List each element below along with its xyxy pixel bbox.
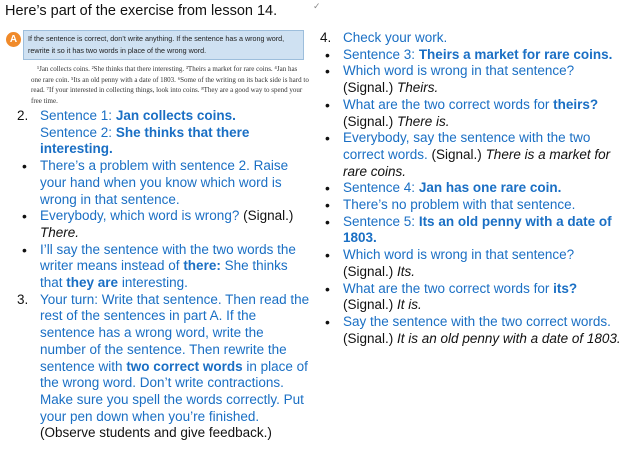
- bullet-item: • What are the two correct words for its? (Signal.) It is.: [325, 280, 578, 313]
- bullet-item: • There’s a problem with sentence 2. Raise your hand when you know which word is wrong in that sentence.: [22, 158, 289, 207]
- left-column: [17, 108, 310, 442]
- bullet-item: • I’ll say the sentence with the two words the writer means instead of there: She thinks that they are interesting.: [22, 241, 296, 291]
- bullet-item: • Which word is wrong in that sentence? (Signal.) Theirs.: [325, 63, 575, 96]
- right-column: [320, 30, 622, 347]
- step-4: 4. Check your work.: [320, 30, 448, 45]
- bullet-item: • Sentence 4: Jan has one rare coin.: [325, 180, 562, 197]
- instruction-box: If the sentence is correct, don’t write anything. If the sentence has a wrong word, rewrite it so it has two words in place of the wrong word.: [23, 30, 304, 60]
- bullet-item: • Everybody, say the sentence with the two correct words. (Signal.) There is a market for rare coins.: [325, 130, 611, 179]
- bullet-item: • Sentence 3: Theirs a market for rare coins.: [325, 46, 613, 63]
- step-number: 2.: [17, 108, 29, 123]
- step-2: 2. Sentence 1: Jan collects coins. Sentence 2: She thinks that there interesting.: [17, 108, 250, 157]
- decorative-mark: ✓: [313, 1, 321, 11]
- bullet-item: • Everybody, which word is wrong? (Signal.) There.: [22, 208, 294, 240]
- part-a-badge: A: [6, 32, 21, 47]
- exercise-passage: ¹Jan collects coins. ²She thinks that there interesting. ³Theirs a market for rare coins. ⁴Jan has one rare coin. ⁵Its an old penny with a date of 1803. ⁶Some of the writing on its back side is hard to read. ⁷If your interested in collecting things, look into coins. ⁸They are a good way to spend your free time.: [31, 65, 309, 105]
- bullet-item: • What are the two correct words for theirs? (Signal.) There is.: [325, 96, 599, 129]
- bullet-item: • Say the sentence with the two correct words. (Signal.) It is an old penny with a date of 1803.: [325, 313, 621, 346]
- step-number: 4.: [320, 30, 332, 45]
- step-3: 3. Your turn: Write that sentence. Then read the rest of the sentences in part A. If the sentence has a wrong word, write the number of the sentence. Then rewrite the sentence with two correct words in place of the wrong word. Don’t write contractions. Make sure you spell the words correctly. Put your pen down when you’re finished. (Observe students and give feedback.): [17, 291, 310, 441]
- step-number: 3.: [17, 291, 29, 307]
- bullet-item: • Sentence 5: Its an old penny with a date of 1803.: [325, 213, 612, 246]
- bullet-item: • There’s no problem with that sentence.: [325, 197, 576, 214]
- bullet-item: • Which word is wrong in that sentence? (Signal.) Its.: [325, 247, 575, 279]
- intro-text: Here’s part of the exercise from lesson 14.: [5, 3, 278, 19]
